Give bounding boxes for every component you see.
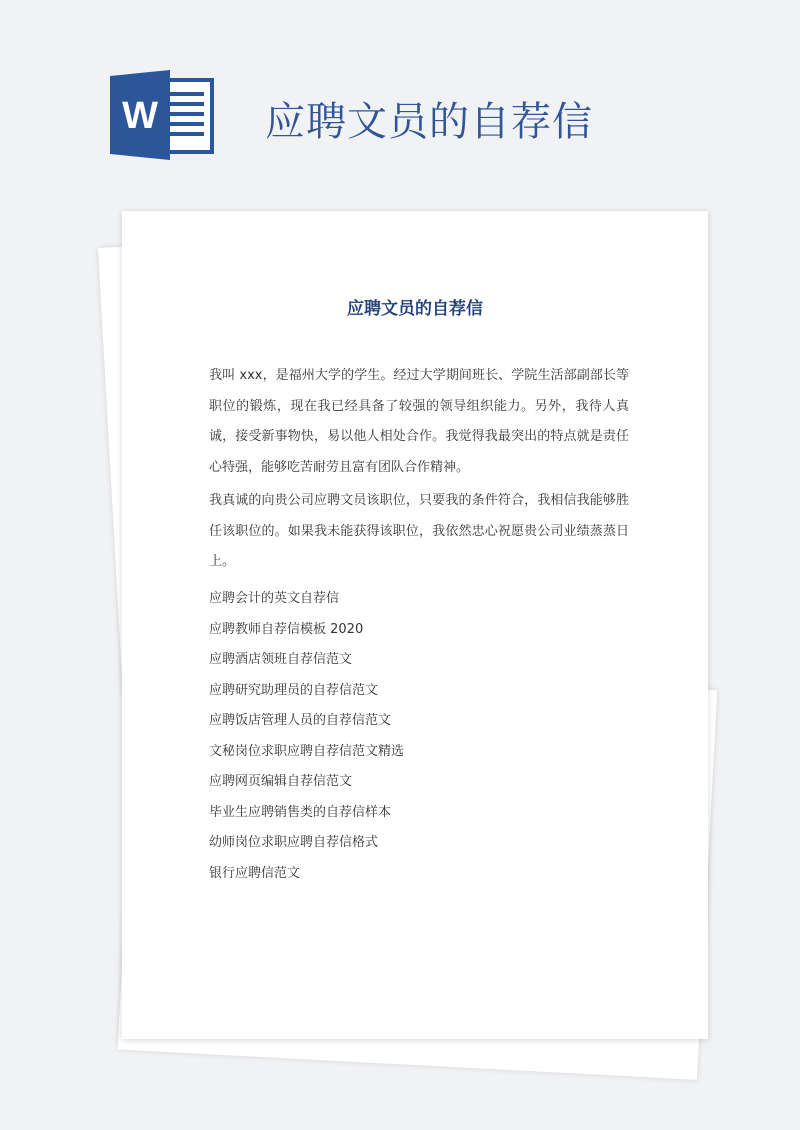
word-logo-letter: W (122, 95, 158, 137)
related-link[interactable]: 幼师岗位求职应聘自荐信格式 (209, 835, 379, 850)
related-link[interactable]: 应聘研究助理员的自荐信范文 (209, 682, 379, 698)
document-body (209, 361, 629, 581)
document-title: 应聘文员的自荐信 (347, 299, 483, 319)
related-link[interactable]: 应聘会计的英文自荐信 (209, 591, 340, 606)
document-page (122, 211, 708, 1039)
header-title: 应聘文员的自荐信 (265, 99, 593, 145)
word-icon (110, 70, 214, 160)
related-link[interactable]: 应聘饭店管理人员的自荐信范文 (209, 713, 392, 728)
related-links-list (209, 584, 629, 889)
related-link[interactable]: 文秘岗位求职应聘自荐信范文精选 (209, 743, 405, 759)
related-link[interactable]: 银行应聘信范文 (209, 865, 301, 881)
related-link[interactable]: 毕业生应聘销售类的自荐信样本 (209, 804, 392, 820)
related-link[interactable]: 应聘网页编辑自荐信范文 (209, 774, 353, 789)
related-link[interactable]: 应聘酒店领班自荐信范文 (209, 652, 353, 667)
related-link[interactable]: 应聘教师自荐信模板 2020 (209, 621, 364, 637)
body-paragraph: 我叫 xxx，是福州大学的学生。经过大学期间班长、学院生活部副部长等职位的锻炼，现在我已经具备了较强的领导组织能力。另外，我待人真诚，接受新事物快，易以他人相处合作。我觉得我最突出的特点就是责任心特强，能够吃苦耐劳且富有团队合作精神。 (209, 368, 629, 475)
body-paragraph: 我真诚的向贵公司应聘文员该职位，只要我的条件符合，我相信我能够胜任该职位的。如果我未能获得该职位，我依然忠心祝愿贵公司业绩蒸蒸日上。 (209, 493, 629, 569)
